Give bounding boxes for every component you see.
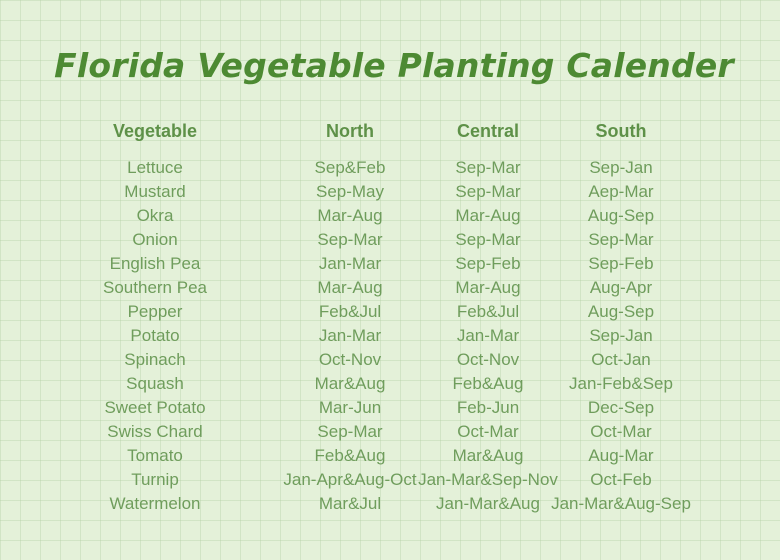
column-header-north: North [326,121,374,141]
north-cell: Sep-May [315,182,385,201]
north-cell: Sep-Mar [317,230,383,249]
central-cell: Feb&Aug [452,374,524,393]
north-cell: Jan-Mar [318,254,382,273]
north-cell: Feb&Aug [314,446,386,465]
south-cell: Sep-Mar [588,230,654,249]
north-cell: Jan-Mar [318,326,382,345]
south-cell: Sep-Feb [588,254,654,273]
south-cell: Aug-Sep [587,302,655,321]
central-cell: Mar-Aug [455,278,521,297]
vegetable-cell: English Pea [109,254,201,273]
south-cell: Aep-Mar [588,182,654,201]
south-cell: Oct-Feb [590,470,652,489]
north-cell: Oct-Nov [318,350,382,369]
south-cell: Oct-Jan [591,350,651,369]
north-cell: Mar&Jul [318,494,382,513]
central-cell: Oct-Mar [457,422,519,441]
vegetable-cell: Southern Pea [103,278,207,297]
north-cell: Mar-Aug [317,278,383,297]
south-cell: Dec-Sep [587,398,655,417]
central-cell: Oct-Nov [456,350,520,369]
column-header-central: Central [456,121,519,141]
central-cell: Sep-Mar [455,158,521,177]
north-cell: Mar&Aug [314,374,386,393]
south-cell: Jan-Mar&Aug-Sep [551,494,691,513]
south-cell: Aug-Sep [587,206,655,225]
central-cell: Sep-Mar [455,182,521,201]
central-cell: Jan-Mar [456,326,520,345]
north-cell: Mar-Aug [317,206,383,225]
vegetable-cell: Potato [130,326,180,345]
vegetable-cell: Sweet Potato [104,398,206,417]
vegetable-cell: Swiss Chard [107,422,203,441]
south-cell: Aug-Mar [588,446,654,465]
vegetable-cell: Okra [136,206,174,225]
vegetable-cell: Watermelon [109,494,201,513]
page-title: Florida Vegetable Planting Calender [54,46,734,85]
south-cell: Sep-Jan [589,326,653,345]
central-cell: Sep-Mar [455,230,521,249]
central-cell: Feb-Jun [456,398,520,417]
column-header-south: South [595,121,647,141]
vegetable-cell: Mustard [124,182,186,201]
vegetable-cell: Lettuce [127,158,183,177]
central-cell: Sep-Feb [455,254,521,273]
north-cell: Sep&Feb [314,158,386,177]
central-cell: Feb&Jul [456,302,520,321]
vegetable-cell: Spinach [124,350,186,369]
vegetable-cell: Pepper [127,302,183,321]
vegetable-cell: Squash [126,374,184,393]
central-cell: Jan-Mar&Sep-Nov [418,470,558,489]
north-cell: Mar-Jun [318,398,382,417]
vegetable-cell: Turnip [131,470,179,489]
south-cell: Oct-Mar [590,422,652,441]
central-cell: Mar-Aug [455,206,521,225]
south-cell: Sep-Jan [589,158,653,177]
vegetable-cell: Tomato [127,446,183,465]
north-cell: Jan-Apr&Aug-Oct [283,470,417,489]
central-cell: Jan-Mar&Aug [436,494,540,513]
south-cell: Jan-Feb&Sep [569,374,673,393]
north-cell: Sep-Mar [317,422,383,441]
south-cell: Aug-Apr [589,278,653,297]
central-cell: Mar&Aug [452,446,524,465]
vegetable-cell: Onion [132,230,178,249]
column-header-vegetable: Vegetable [112,121,198,141]
north-cell: Feb&Jul [318,302,382,321]
